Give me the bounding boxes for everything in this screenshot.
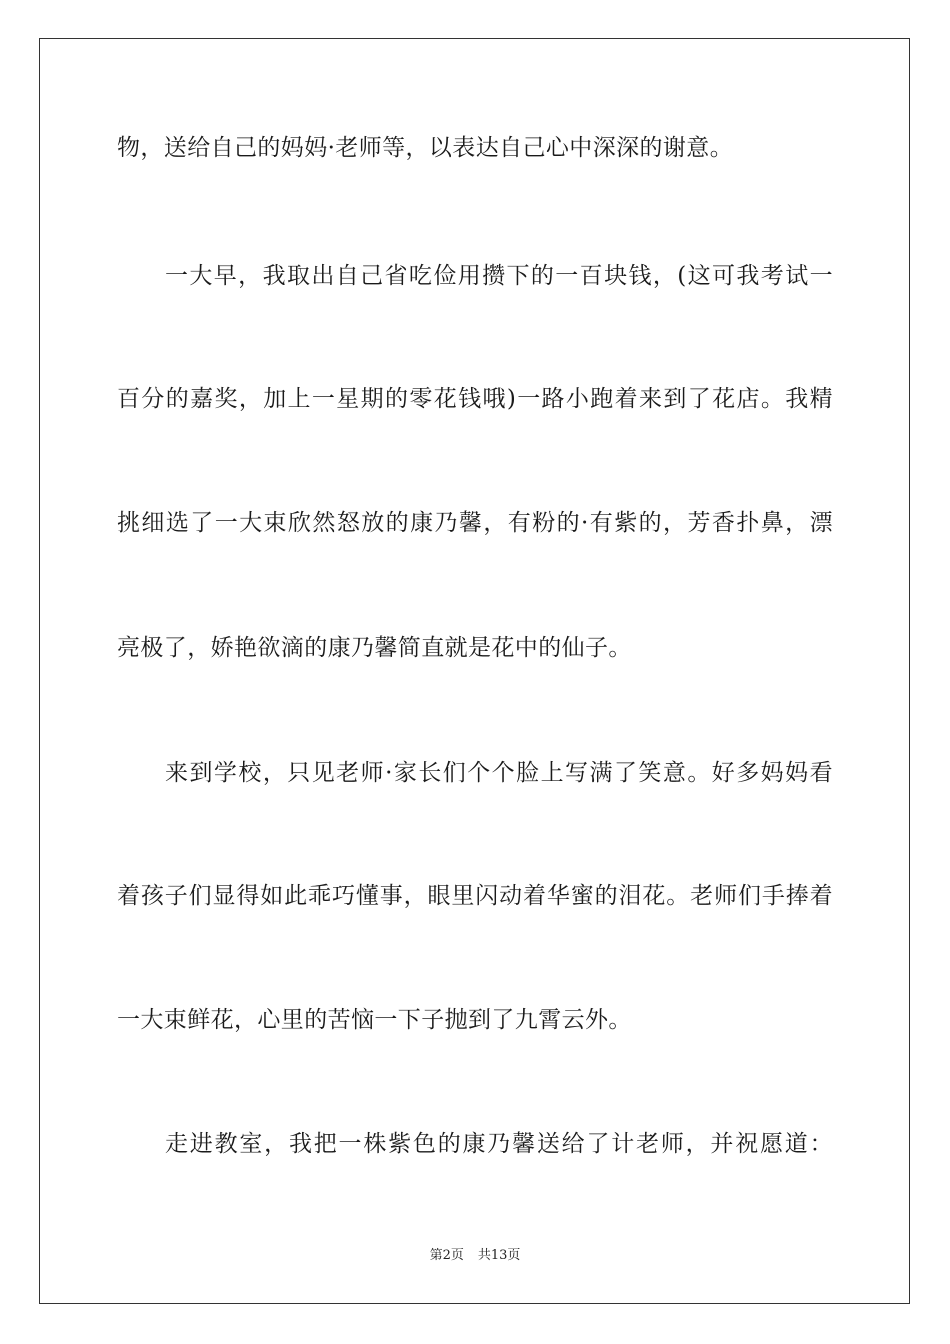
page-footer — [0, 1247, 950, 1265]
text-line-8: 一大束鲜花，心里的苦恼一下子抛到了九霄云外。 — [117, 1007, 632, 1033]
text-line-7: 着孩子们显得如此乖巧懂事，眼里闪动着华蜜的泪花。老师们手捧着 — [117, 883, 833, 909]
text-line-4: 挑细选了一大束欣然怒放的康乃馨，有粉的·有紫的，芳香扑鼻，漂 — [117, 510, 833, 536]
text-line-6: 来到学校，只见老师·家长们个个脸上写满了笑意。好多妈妈看 — [165, 760, 833, 786]
text-line-5: 亮极了，娇艳欲滴的康乃馨简直就是花中的仙子。 — [117, 635, 632, 661]
page-frame — [39, 38, 910, 1304]
page-number: 第2页 — [429, 1248, 464, 1263]
total-pages: 共13页 — [477, 1248, 521, 1263]
text-line-1: 物，送给自己的妈妈·老师等，以表达自己心中深深的谢意。 — [117, 135, 734, 161]
text-line-9: 走进教室，我把一株紫色的康乃馨送给了计老师，并祝愿道： — [165, 1131, 833, 1157]
text-line-3: 百分的嘉奖，加上一星期的零花钱哦)一路小跑着来到了花店。我精 — [117, 386, 833, 412]
text-line-2: 一大早，我取出自己省吃俭用攒下的一百块钱，(这可我考试一 — [165, 263, 833, 289]
